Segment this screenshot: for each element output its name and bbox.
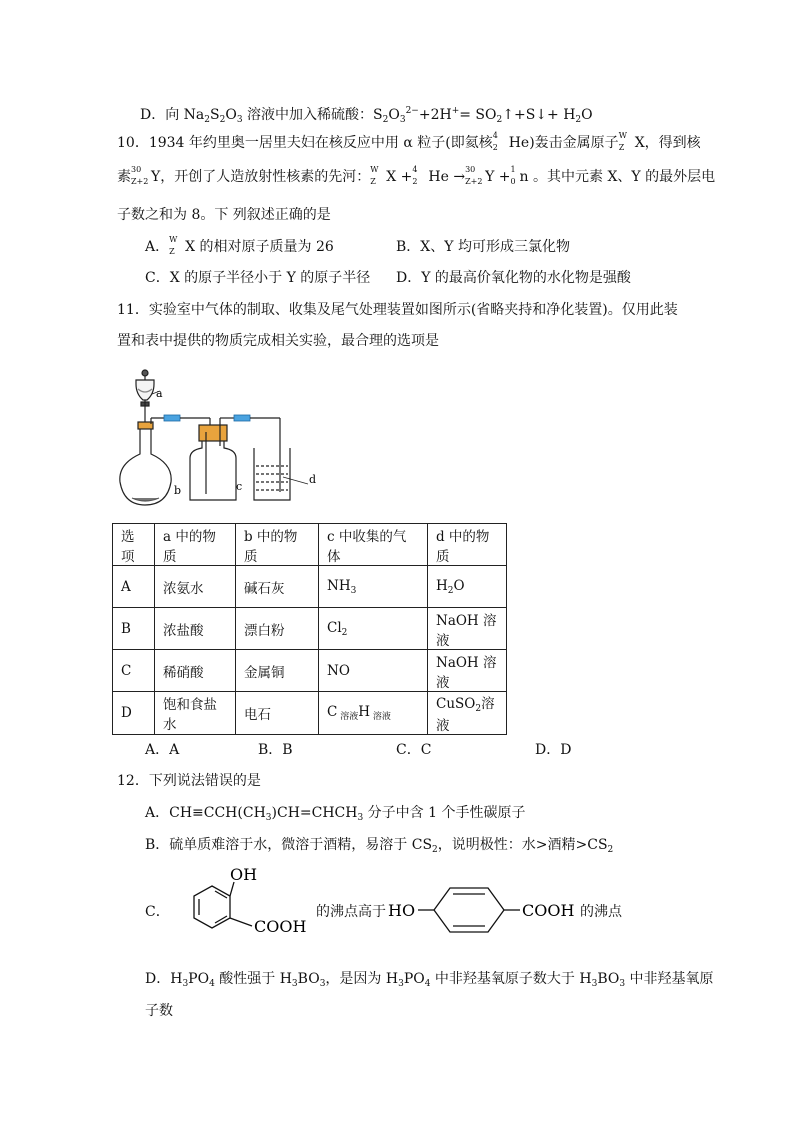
cell: A bbox=[113, 566, 155, 608]
q12-option-c-label: C． bbox=[145, 904, 170, 920]
q11-answer-b: B．B bbox=[258, 742, 293, 758]
cell: NaOH 溶液 bbox=[428, 608, 507, 650]
q11-line-2: 置和表中提供的物质完成相关实验，最合理的选项是 bbox=[117, 333, 439, 349]
q10-option-c: C．X 的原子半径小于 Y 的原子半径 bbox=[145, 270, 371, 286]
cell: $H_2O$ bbox=[428, 566, 507, 608]
label-c: c bbox=[236, 480, 243, 493]
header-b: b 中的物质 bbox=[236, 524, 319, 566]
table-row bbox=[113, 650, 507, 692]
q12-option-d-line1: D．$H_3PO_4$ 酸性强于 $H_3BO_3$，是因为 $H_3PO_4$ 中非羟基氧原子数大于 $H_3BO_3$ 中非羟基氧原 bbox=[145, 971, 714, 989]
header-d: d 中的物质 bbox=[428, 524, 507, 566]
table-row bbox=[113, 566, 507, 608]
header-option: 选项 bbox=[113, 524, 155, 566]
cell: NO bbox=[319, 650, 428, 692]
x-nuclide-eq: W Z bbox=[370, 165, 379, 186]
q12-option-b: B．硫单质难溶于水，微溶于酒精，易溶于 $CS_2$，说明极性：水>酒精$>CS_2$ bbox=[145, 837, 614, 855]
y-nuclide-eq: 30 Z+2 bbox=[465, 165, 483, 186]
beaker bbox=[254, 448, 290, 500]
cell: NaOH 溶液 bbox=[428, 650, 507, 692]
oh-group: OH bbox=[230, 866, 258, 884]
cell: 饱和食盐水 bbox=[155, 692, 236, 735]
header-a: a 中的物质 bbox=[155, 524, 236, 566]
ho-group: HO bbox=[388, 901, 416, 920]
cell: D bbox=[113, 692, 155, 735]
cell: C bbox=[113, 650, 155, 692]
label-b: b bbox=[174, 484, 182, 497]
y-nuclide: 30 Z+2 bbox=[131, 165, 149, 186]
q11-answer-c: C．C bbox=[396, 742, 432, 758]
label-a: a bbox=[156, 387, 163, 400]
q10-line-1: 10．1934 年约里奥一居里夫妇在核反应中用 α 粒子(即氦核 4 2 He)轰击金属原子 W Z X，得到核 bbox=[117, 131, 701, 152]
reagent-table bbox=[112, 523, 507, 735]
q11-answer-d: D．D bbox=[535, 742, 572, 758]
table-header-row bbox=[113, 524, 507, 566]
x-nuclide: W Z bbox=[618, 131, 627, 152]
q12-option-a: A．$CH\equiv CCH(CH_3)CH=CHCH_3$ 分子中含 1 个手性碳原子 bbox=[145, 805, 526, 823]
round-flask bbox=[120, 418, 176, 505]
label-d: d bbox=[309, 473, 317, 486]
cell: 稀硝酸 bbox=[155, 650, 236, 692]
q10-option-a: A． W Z X 的相对原子质量为 26 bbox=[145, 235, 334, 256]
p-hydroxybenzoic-acid-structure bbox=[388, 878, 610, 940]
tube-connector-1 bbox=[164, 415, 180, 421]
salicylic-acid-structure bbox=[172, 866, 322, 942]
cell: $Cl_2$ bbox=[319, 608, 428, 650]
neutron-nuclide: 1 0 bbox=[510, 165, 516, 186]
cell: 金属铜 bbox=[236, 650, 319, 692]
q11-line-1: 11．实验室中气体的制取、收集及尾气处理装置如图所示(省略夹持和净化装置)。仅用此装 bbox=[117, 302, 678, 318]
q12-option-d-line2: 子数 bbox=[145, 1003, 173, 1019]
q11-answer-a: A．A bbox=[145, 742, 180, 758]
apparatus-diagram bbox=[112, 362, 352, 522]
x-nuclide-a: W Z bbox=[169, 235, 178, 256]
header-c: c 中收集的气体 bbox=[319, 524, 428, 566]
collecting-bottle bbox=[190, 418, 236, 500]
tube-connector-2 bbox=[234, 415, 250, 421]
cooh-group-2: COOH bbox=[522, 901, 575, 920]
cooh-group: COOH bbox=[254, 917, 307, 936]
q12-option-c-mid: 的沸点高于 bbox=[316, 904, 386, 920]
q10-line-2: 素 30 Z+2 Y，开创了人造放射性核素的先河： W Z X + 4 2 He → 30 Z+2 Y + 1 0 n 。其中元素 X、Y 的最外层电 bbox=[117, 165, 716, 186]
q10-option-d: D．Y 的最高价氧化物的水化物是强酸 bbox=[396, 270, 631, 286]
helium-nuclide: 4 2 bbox=[492, 131, 498, 152]
cell: B bbox=[113, 608, 155, 650]
cell: 浓氨水 bbox=[155, 566, 236, 608]
q10-line-3: 子数之和为 8。下 列叙述正确的是 bbox=[117, 207, 331, 223]
he-nuclide-eq: 4 2 bbox=[412, 165, 418, 186]
q9-option-d: D．向 $Na_2S_2O_3$ 溶液中加入稀硫酸：$S_2O_3^{2-}+2H^+=$ $SO_2↑+S↓+ H_2O$ bbox=[140, 106, 593, 125]
q12-option-c-end: 的沸点 bbox=[580, 904, 622, 920]
dropping-funnel bbox=[136, 370, 154, 424]
cell: 碱石灰 bbox=[236, 566, 319, 608]
cell: C $_{溶液}$H $_{溶液}$ bbox=[319, 692, 428, 735]
q10-option-b: B．X、Y 均可形成三氯化物 bbox=[396, 239, 570, 255]
table-row bbox=[113, 692, 507, 735]
cell: 电石 bbox=[236, 692, 319, 735]
cell: $NH_3$ bbox=[319, 566, 428, 608]
cell: 浓盐酸 bbox=[155, 608, 236, 650]
table-row bbox=[113, 608, 507, 650]
cell: CuSO$_2$溶液 bbox=[428, 692, 507, 735]
q12-title: 12．下列说法错误的是 bbox=[117, 773, 261, 789]
cell: 漂白粉 bbox=[236, 608, 319, 650]
